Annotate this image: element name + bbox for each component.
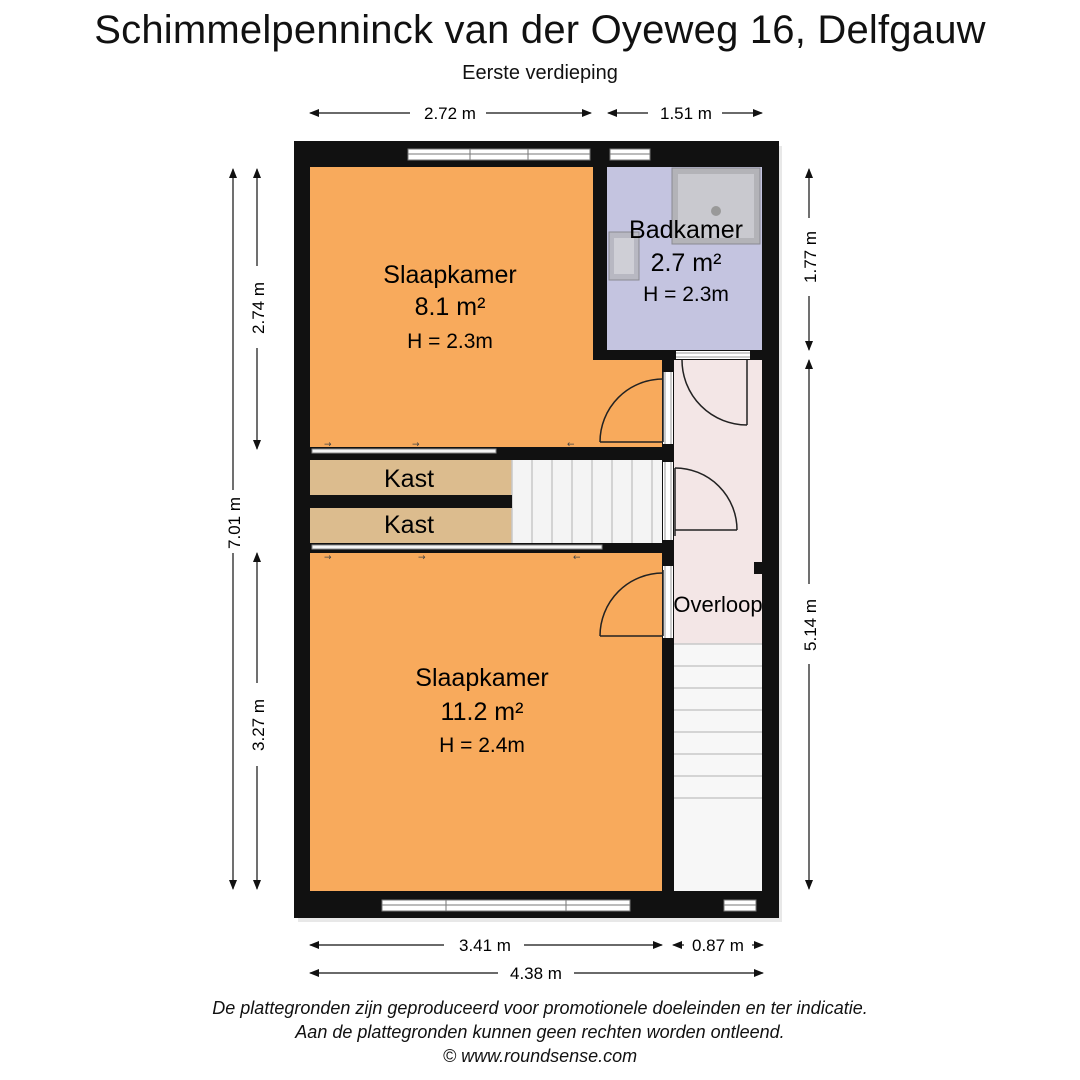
dim-right-lower: 5.14 m [801, 599, 820, 651]
svg-text:→: → [418, 553, 426, 563]
copyright: © www.roundsense.com [442, 1046, 638, 1066]
disclaimer [0, 996, 1080, 1068]
stairs-upper [512, 460, 662, 543]
dim-right-upper: 1.77 m [801, 231, 820, 283]
plan-title: Schimmelpenninck van der Oyeweg 16, Delfgauw [94, 8, 986, 52]
dim-bottom-right: 0.87 m [692, 936, 744, 955]
closet-2-name: Kast [383, 511, 435, 539]
svg-text:→: → [412, 440, 420, 450]
bedroom-top-area: 8.1 m² [414, 293, 486, 321]
svg-text:→: → [324, 553, 332, 563]
stairs-lower [674, 644, 762, 891]
dim-left-outer: 7.01 m [225, 497, 244, 549]
dim-left-upper: 2.74 m [249, 282, 268, 334]
landing-name: Overloop [673, 592, 763, 617]
dim-bottom-left: 3.41 m [459, 936, 511, 955]
svg-text:←: ← [567, 440, 575, 450]
dim-top-right: 1.51 m [660, 104, 712, 123]
floor-subtitle: Eerste verdieping [462, 62, 618, 84]
svg-text:→: → [324, 440, 332, 450]
bathroom-name: Badkamer [629, 216, 743, 244]
bedroom-bottom-height: H = 2.4m [439, 734, 525, 757]
bedroom-top-height: H = 2.3m [407, 330, 493, 353]
bedroom-top-name: Slaapkamer [383, 261, 517, 289]
dim-bottom-total: 4.38 m [510, 964, 562, 983]
svg-text:←: ← [573, 553, 581, 563]
disclaimer-line-1: De plattegronden zijn geproduceerd voor promotionele doeleinden en ter indicatie. [212, 998, 868, 1018]
bedroom-bottom-area: 11.2 m² [440, 698, 524, 726]
dim-top-left: 2.72 m [424, 104, 476, 123]
closet-1-name: Kast [383, 465, 435, 493]
bathroom-area: 2.7 m² [650, 249, 722, 277]
disclaimer-line-2: Aan de plattegronden kunnen geen rechten worden ontleend. [295, 1022, 785, 1042]
bathroom-height: H = 2.3m [643, 283, 729, 306]
bedroom-bottom-name: Slaapkamer [415, 664, 549, 692]
dim-left-lower: 3.27 m [249, 699, 268, 751]
